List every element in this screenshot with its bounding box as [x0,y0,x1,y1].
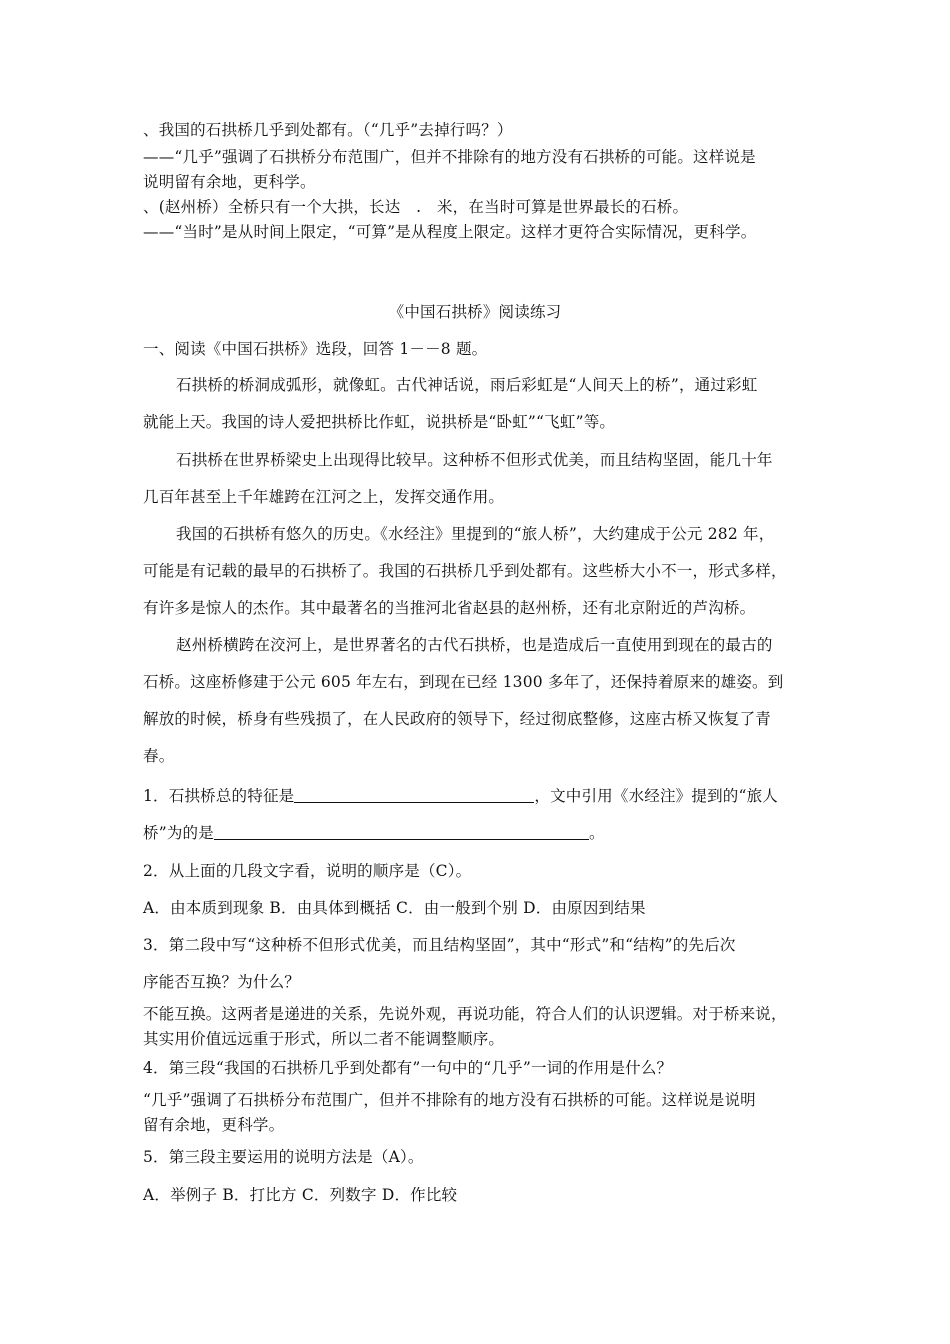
answer-blank-1[interactable] [294,786,534,803]
question-1-line-1 [143,784,815,806]
question-5-options: A．举例子 B．打比方 C．列数字 D．作比较 [143,1186,458,1204]
question-1-prompt: 1．石拱桥总的特征是 [143,787,295,805]
answer-4: 留有余地，更科学。 [143,1116,285,1134]
passage-line: 我国的石拱桥有悠久的历史。《水经注》里提到的“旅人桥”，大约建成于公元 282 年， [176,525,775,543]
question-3: 序能否互换？为什么？ [143,973,301,991]
passage-line: 石桥。这座桥修建于公元 605 年左右，到现在已经 1300 多年了，还保持着原来的雄姿。到 [143,673,784,691]
answer-4: “几乎”强调了石拱桥分布范围广，但并不排除有的地方没有石拱桥的可能。这样说是说明 [143,1091,756,1109]
passage-line: 就能上天。我国的诗人爱把拱桥比作虹，说拱桥是“卧虹”“飞虹”等。 [143,413,616,431]
exercise-title: 《中国石拱桥》阅读练习 [388,303,562,321]
answer-3: 其实用价值远远重于形式，所以二者不能调整顺序。 [143,1030,505,1048]
passage-line: 可能是有记载的最早的石拱桥了。我国的石拱桥几乎到处都有。这些桥大小不一，形式多样， [143,562,787,580]
question-1-prompt-2: 桥”为的是 [143,824,214,842]
question-1-prompt-cont: ，文中引用《水经注》提到的“旅人 [534,787,779,805]
passage-line: 有许多是惊人的杰作。其中最著名的当推河北省赵县的赵州桥，还有北京附近的芦沟桥。 [143,599,756,617]
note-line-5: ——“当时”是从时间上限定，“可算”是从程度上限定。这样才更符合实际情况，更科学。 [143,223,757,241]
note-line-3: 说明留有余地，更科学。 [143,173,316,191]
answer-blank-2[interactable] [214,823,589,840]
passage-line: 解放的时候，桥身有些残损了，在人民政府的领导下，经过彻底整修，这座古桥又恢复了青 [143,710,772,728]
question-1-end: 。 [588,824,605,842]
passage-line: 春。 [143,747,175,765]
answer-3: 不能互换。这两者是递进的关系，先说外观，再说功能，符合人们的认识逻辑。对于桥来说， [143,1005,787,1023]
note-line-4: 、(赵州桥）全桥只有一个大拱，长达 . 米，在当时可算是世界最长的石桥。 [143,198,689,216]
question-3: 3．第二段中写“这种桥不但形式优美，而且结构坚固”，其中“形式”和“结构”的先后次 [143,936,736,954]
question-4: 4．第三段“我国的石拱桥几乎到处都有”一句中的“几乎”一词的作用是什么？ [143,1059,673,1077]
passage-line: 石拱桥的桥洞成弧形，就像虹。古代神话说，雨后彩虹是“人间天上的桥”，通过彩虹 [176,376,758,394]
passage-line: 赵州桥横跨在洨河上，是世界著名的古代石拱桥，也是造成后一直使用到现在的最古的 [176,636,773,654]
passage-line: 石拱桥在世界桥梁史上出现得比较早。这种桥不但形式优美，而且结构坚固，能几十年 [176,451,773,469]
note-line-1: 、我国的石拱桥几乎到处都有。（“几乎”去掉行吗？） [143,121,513,139]
question-2-options: A．由本质到现象 B．由具体到概括 C．由一般到个别 D．由原因到结果 [143,899,646,917]
section-heading: 一、阅读《中国石拱桥》选段，回答 1－－8 题。 [143,340,488,358]
question-1-line-2 [143,821,815,843]
note-line-2: ——“几乎”强调了石拱桥分布范围广，但并不排除有的地方没有石拱桥的可能。这样说是 [143,148,756,166]
passage-line: 几百年甚至上千年雄跨在江河之上，发挥交通作用。 [143,488,505,506]
question-2: 2．从上面的几段文字看，说明的顺序是（C）。 [143,862,472,880]
question-5: 5．第三段主要运用的说明方法是（A）。 [143,1148,424,1166]
